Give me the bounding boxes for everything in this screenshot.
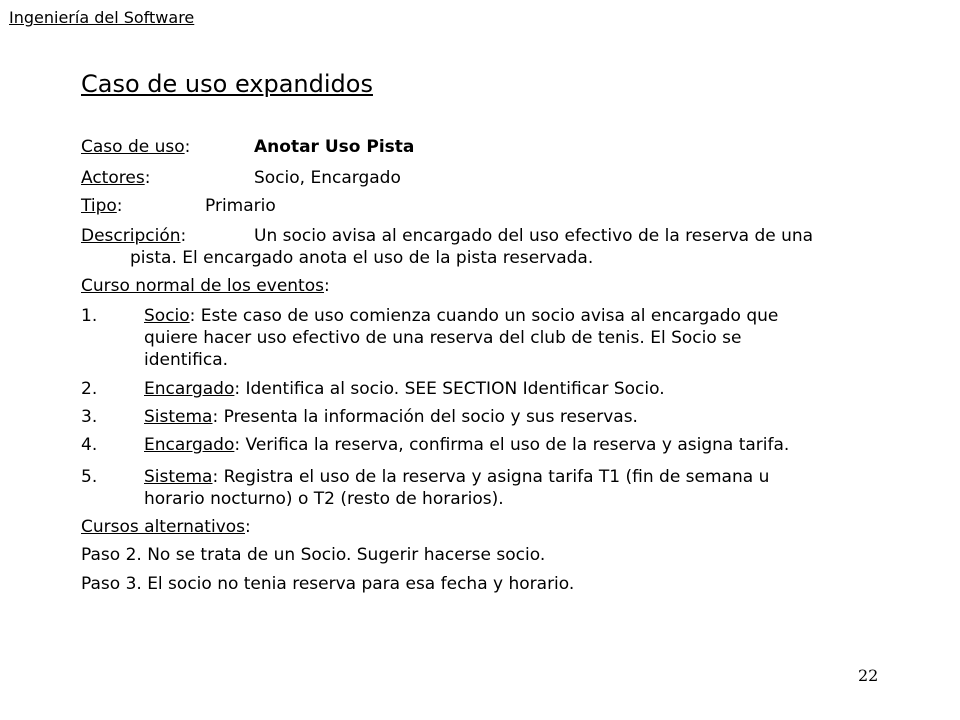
document-header — [9, 8, 194, 27]
title-text: Caso de uso expandidos — [81, 70, 373, 98]
field-descripcion: Descripción: Un socio avisa al encargado del uso efectivo de la reserva de una pista. El encargado anota el uso de la pista reservada. — [81, 225, 881, 269]
step-actor: Sistema — [144, 467, 213, 487]
alternativo-item: Paso 2. No se trata de un Socio. Sugerir hacerse socio. — [81, 545, 546, 565]
step-actor: Socio — [144, 306, 190, 326]
step-actor: Sistema — [144, 407, 213, 427]
actores-label: Actores — [81, 168, 145, 188]
step-4 — [81, 434, 881, 456]
actores-value: Socio, Encargado — [254, 168, 401, 188]
field-actores: Actores: Socio, Encargado — [81, 168, 401, 188]
step-number: 5. — [81, 467, 98, 487]
caso-label: Caso de uso — [81, 137, 185, 157]
step-text: : Este caso de uso comienza cuando un socio avisa al encargado que quiere hacer uso efectivo de una reserva del club de tenis. El Socio se identifica. — [144, 306, 779, 370]
curso-normal-heading: Curso normal de los eventos: — [81, 276, 330, 296]
step-5 — [81, 466, 831, 510]
step-3 — [81, 406, 881, 428]
field-tipo: Tipo: Primario — [81, 196, 276, 216]
curso-normal-heading-text: Curso normal de los eventos — [81, 276, 324, 296]
step-number: 3. — [81, 407, 98, 427]
step-1 — [81, 305, 826, 371]
step-number: 4. — [81, 435, 98, 455]
step-text: : Presenta la información del socio y sus reservas. — [212, 407, 638, 427]
step-text: : Verifica la reserva, confirma el uso de la reserva y asigna tarifa. — [234, 435, 790, 455]
alternativos-heading-text: Cursos alternativos — [81, 517, 246, 537]
page-title — [81, 70, 373, 98]
tipo-value: Primario — [205, 196, 276, 216]
field-caso-de-uso: Caso de uso: Anotar Uso Pista — [81, 137, 415, 157]
step-text: : Identifica al socio. SEE SECTION Identificar Socio. — [234, 379, 665, 399]
alternativo-item: Paso 3. El socio no tenia reserva para esa fecha y horario. — [81, 574, 575, 594]
header-text: Ingeniería del Software — [9, 8, 195, 27]
descripcion-first-line: Un socio avisa al encargado del uso efectivo de la reserva de una — [254, 226, 814, 246]
descripcion-label: Descripción — [81, 226, 181, 246]
step-actor: Encargado — [144, 435, 235, 455]
tipo-label: Tipo — [81, 196, 117, 216]
caso-value: Anotar Uso Pista — [254, 137, 415, 157]
page-number: 22 — [858, 666, 879, 685]
descripcion-continuation: pista. El encargado anota el uso de la pista reservada. — [130, 248, 594, 268]
step-number: 1. — [81, 306, 98, 326]
step-2 — [81, 378, 881, 400]
step-text: : Registra el uso de la reserva y asigna tarifa T1 (fin de semana u horario nocturno) o T2 (resto de horarios). — [144, 467, 770, 509]
step-number: 2. — [81, 379, 98, 399]
step-actor: Encargado — [144, 379, 235, 399]
alternativos-heading: Cursos alternativos: — [81, 517, 251, 537]
